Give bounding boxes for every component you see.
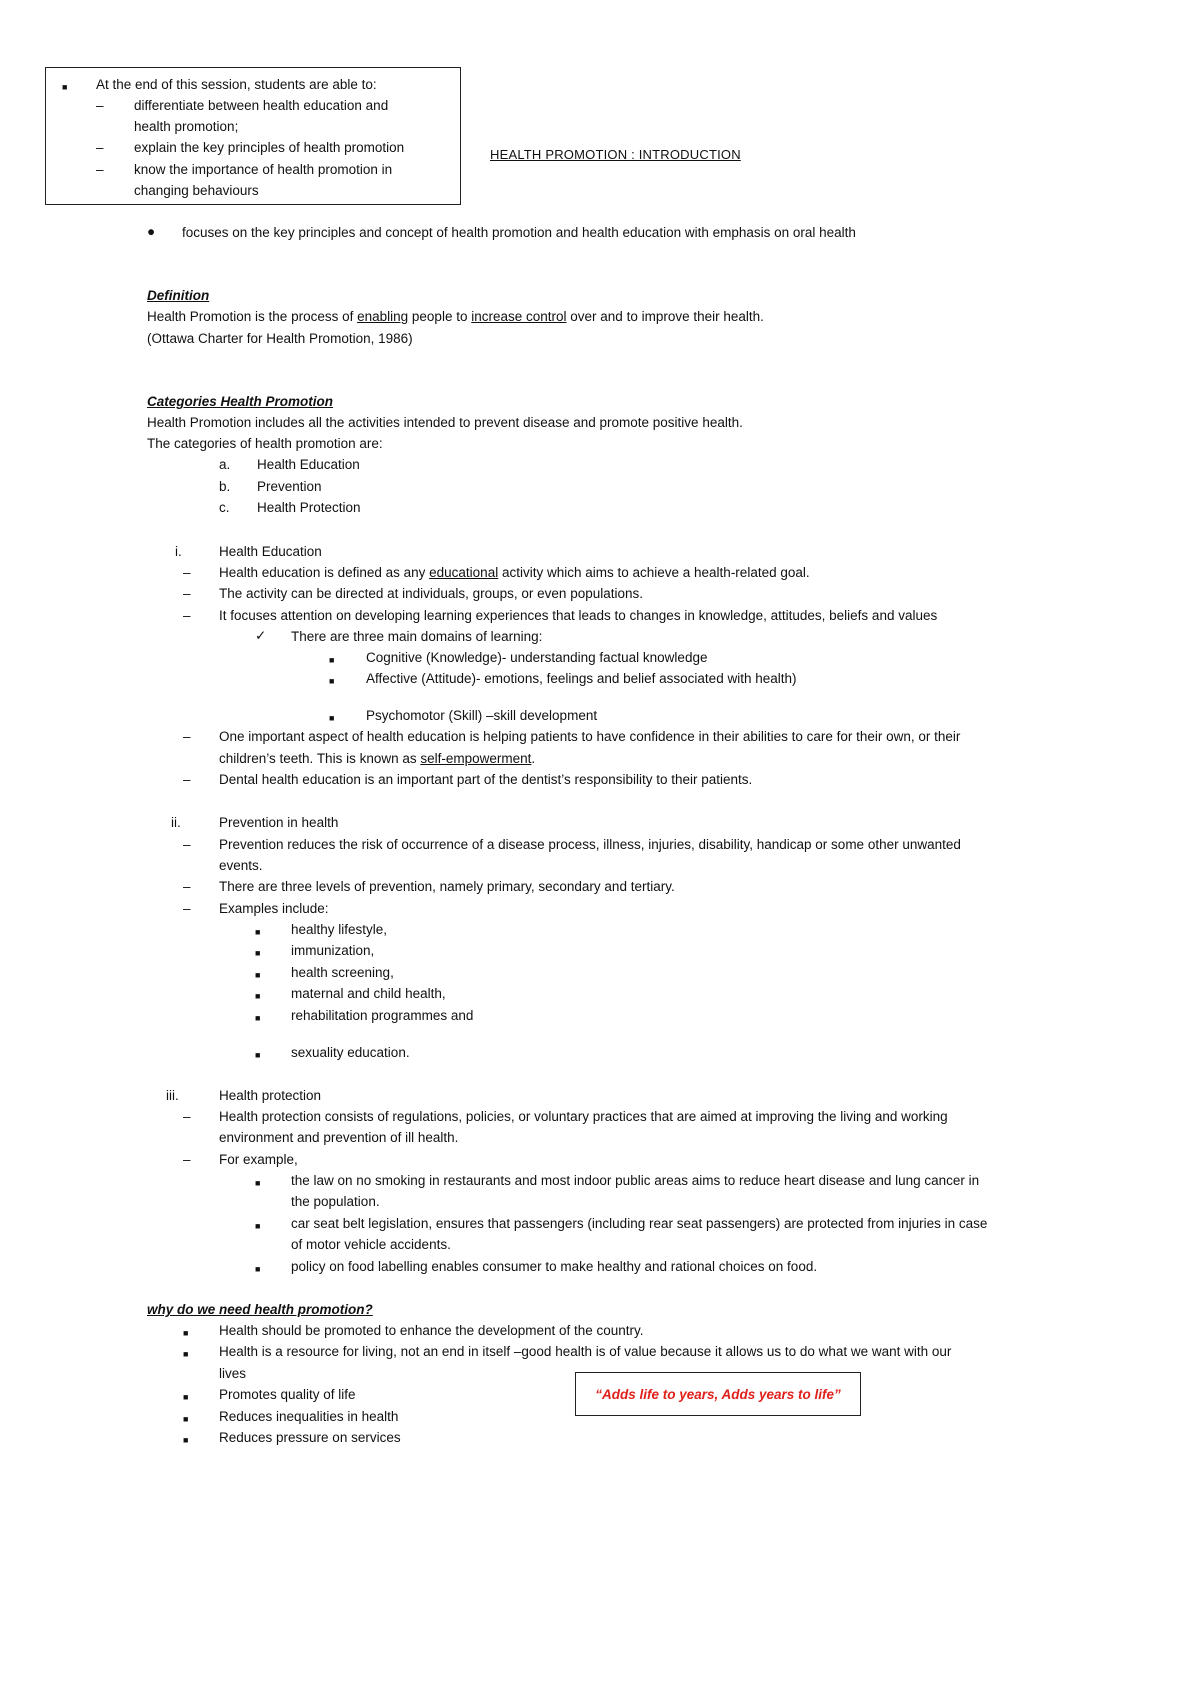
dash-marker: – [183, 879, 191, 894]
categories-text: The categories of health promotion are: [147, 436, 383, 451]
body-text: children’s teeth. This is known as self-empowerment. [219, 751, 536, 766]
page-title: HEALTH PROMOTION : INTRODUCTION [490, 147, 741, 162]
body-text: Health protection consists of regulations, policies, or voluntary practices that are aimed at improving the living and working [219, 1109, 948, 1124]
square-bullet-icon: ■ [183, 1435, 189, 1445]
objective-item: know the importance of health promotion in [134, 162, 393, 177]
dash-marker: – [183, 837, 191, 852]
why-item: Health is a resource for living, not an end in itself –good health is of value because it allows us to do what we want with our [219, 1344, 952, 1359]
body-text: environment and prevention of ill health. [219, 1130, 459, 1145]
square-bullet-icon: ■ [329, 713, 335, 723]
prevention-heading: Prevention in health [219, 815, 339, 830]
body-text: Prevention reduces the risk of occurrence of a disease process, illness, injuries, disability, handicap or some other unwanted [219, 837, 961, 852]
example-item: the law on no smoking in restaurants and most indoor public areas aims to reduce heart disease and lung cancer in [291, 1173, 980, 1188]
square-bullet-icon: ■ [255, 1013, 261, 1023]
square-bullet-icon: ■ [183, 1349, 189, 1359]
example-item: healthy lifestyle, [291, 922, 388, 937]
why-item: Reduces pressure on services [219, 1430, 401, 1445]
square-bullet-icon: ■ [329, 655, 335, 665]
dash-marker: – [183, 729, 191, 744]
square-bullet-icon: ■ [255, 1050, 261, 1060]
example-item: health screening, [291, 965, 394, 980]
section-marker: iii. [166, 1088, 179, 1103]
health-education-heading: Health Education [219, 544, 322, 559]
example-item: of motor vehicle accidents. [291, 1237, 451, 1252]
square-bullet-icon: ■ [183, 1392, 189, 1402]
objective-item: differentiate between health education and [134, 98, 389, 113]
category-item: Health Protection [257, 500, 361, 515]
body-text: There are three main domains of learning: [291, 629, 543, 644]
why-item: Health should be promoted to enhance the development of the country. [219, 1323, 644, 1338]
example-item: maternal and child health, [291, 986, 446, 1001]
square-bullet-icon: ■ [255, 1264, 261, 1274]
category-item: Health Education [257, 457, 360, 472]
definition-source: (Ottawa Charter for Health Promotion, 1986) [147, 331, 413, 346]
example-item: car seat belt legislation, ensures that passengers (including rear seat passengers) are protected from injuries in case [291, 1216, 988, 1231]
objectives-intro: At the end of this session, students are able to: [96, 77, 377, 92]
section-marker: ii. [171, 815, 181, 830]
objective-item: health promotion; [134, 119, 239, 134]
why-item: Reduces inequalities in health [219, 1409, 399, 1424]
square-bullet-icon: ■ [255, 970, 261, 980]
domain-item: Cognitive (Knowledge)- understanding factual knowledge [366, 650, 708, 665]
dash-marker: – [183, 586, 191, 601]
objective-item: changing behaviours [134, 183, 259, 198]
square-bullet-icon: ■ [255, 948, 261, 958]
section-marker: i. [175, 544, 182, 559]
category-marker: b. [219, 479, 231, 494]
body-text: Dental health education is an important part of the dentist’s responsibility to their patients. [219, 772, 753, 787]
why-item: lives [219, 1366, 247, 1381]
objective-item: explain the key principles of health promotion [134, 140, 405, 155]
category-marker: a. [219, 457, 231, 472]
square-bullet-icon: ■ [183, 1414, 189, 1424]
category-marker: c. [219, 500, 230, 515]
protection-heading: Health protection [219, 1088, 322, 1103]
body-text: There are three levels of prevention, namely primary, secondary and tertiary. [219, 879, 675, 894]
category-item: Prevention [257, 479, 322, 494]
example-item: the population. [291, 1194, 380, 1209]
body-text: The activity can be directed at individuals, groups, or even populations. [219, 586, 643, 601]
dash-marker: – [183, 901, 191, 916]
square-bullet-icon: ■ [255, 927, 261, 937]
square-bullet-icon: ■ [329, 676, 335, 686]
dash-marker: – [183, 1152, 191, 1167]
example-item: policy on food labelling enables consumer to make healthy and rational choices on food. [291, 1259, 818, 1274]
body-text: One important aspect of health education is helping patients to have confidence in their abilities to care for their own, or their [219, 729, 961, 744]
checkmark-icon: ✓ [255, 628, 267, 643]
definition-heading: Definition [147, 288, 210, 303]
square-bullet-icon: ■ [255, 991, 261, 1001]
domain-item: Affective (Attitude)- emotions, feelings and belief associated with health) [366, 671, 797, 686]
square-bullet-icon: ■ [183, 1328, 189, 1338]
body-text: events. [219, 858, 263, 873]
body-text: It focuses attention on developing learning experiences that leads to changes in knowledge, attitudes, beliefs and values [219, 608, 938, 623]
dash-marker: – [96, 162, 104, 177]
square-bullet-icon: ■ [255, 1221, 261, 1231]
square-bullet-icon: ■ [62, 82, 68, 92]
quote-text: “Adds life to years, Adds years to life” [595, 1386, 841, 1402]
definition-text: Health Promotion is the process of enabling people to increase control over and to improve their health. [147, 309, 764, 324]
example-item: sexuality education. [291, 1045, 410, 1060]
body-text: Health education is defined as any educational activity which aims to achieve a health-related goal. [219, 565, 810, 580]
quote-box [575, 1372, 861, 1416]
categories-heading: Categories Health Promotion [147, 394, 334, 409]
dash-marker: – [96, 98, 104, 113]
categories-text: Health Promotion includes all the activities intended to prevent disease and promote positive health. [147, 415, 743, 430]
dash-marker: – [183, 772, 191, 787]
why-heading: why do we need health promotion? [147, 1302, 373, 1317]
why-item: Promotes quality of life [219, 1387, 356, 1402]
domain-item: Psychomotor (Skill) –skill development [366, 708, 598, 723]
body-text: Examples include: [219, 901, 329, 916]
body-text: For example, [219, 1152, 298, 1167]
focus-text: focuses on the key principles and concept of health promotion and health education with emphasis on oral health [182, 225, 856, 240]
dash-marker: – [183, 1109, 191, 1124]
example-item: immunization, [291, 943, 375, 958]
example-item: rehabilitation programmes and [291, 1008, 474, 1023]
dash-marker: – [96, 140, 104, 155]
round-bullet-icon: ● [147, 224, 156, 239]
square-bullet-icon: ■ [255, 1178, 261, 1188]
dash-marker: – [183, 565, 191, 580]
dash-marker: – [183, 608, 191, 623]
